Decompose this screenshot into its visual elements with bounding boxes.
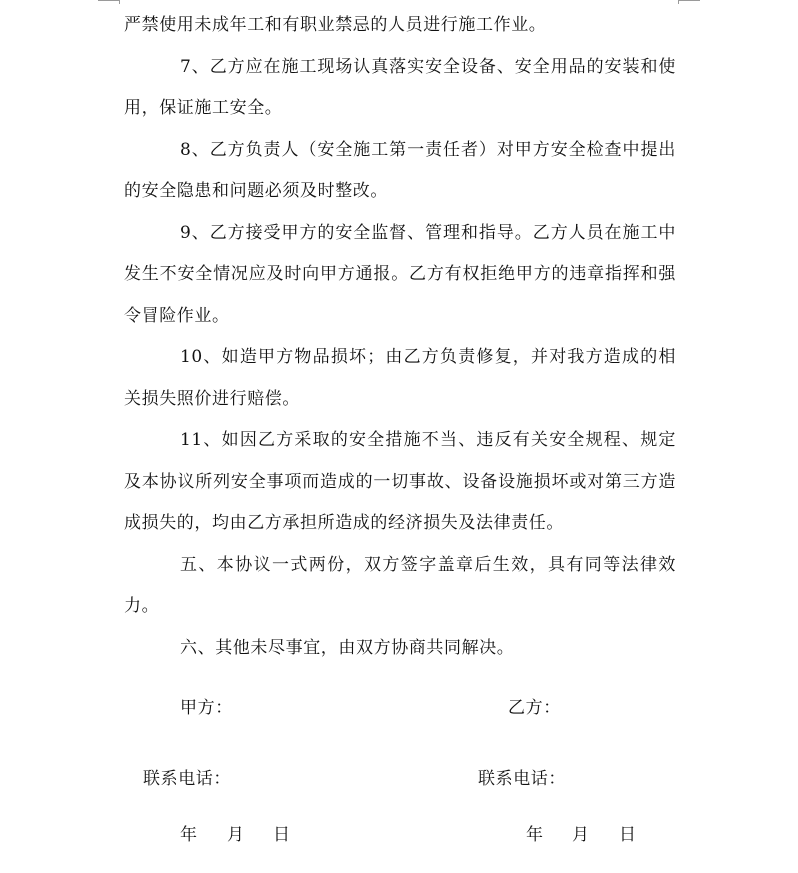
date-a-month: 月 [227, 825, 244, 845]
clause-8: 8、乙方负责人（安全施工第一责任者）对甲方安全检查中提出的安全隐患和问题必须及时整改。 [124, 139, 676, 201]
crop-mark-right [678, 0, 700, 1]
date-b-month: 月 [572, 825, 589, 845]
phone-label-b: 联系电话： [478, 769, 566, 789]
date-b-day: 日 [619, 825, 636, 845]
phone-label-a: 联系电话： [143, 769, 231, 789]
clause-11: 11、如因乙方采取的安全措施不当、违反有关安全规程、规定及本协议所列安全事项而造成的一切事故、设备设施损坏或对第三方造成损失的，均由乙方承担所造成的经济损失及法律责任。 [124, 430, 676, 533]
document-body [124, 5, 676, 669]
crop-mark-left [98, 0, 120, 1]
party-a-label: 甲方： [180, 698, 233, 718]
crop-mark-left-vertical [119, 0, 120, 4]
paragraph-continuation: 严禁使用未成年工和有职业禁忌的人员进行施工作业。 [124, 15, 547, 35]
date-b-year: 年 [526, 825, 543, 845]
date-a-year: 年 [180, 825, 197, 845]
crop-mark-right-vertical [678, 0, 679, 4]
clause-10: 10、如造甲方物品损坏；由乙方负责修复，并对我方造成的相关损失照价进行赔偿。 [124, 347, 676, 409]
clause-7: 7、乙方应在施工现场认真落实安全设备、安全用品的安装和使用，保证施工安全。 [124, 56, 676, 118]
date-a-day: 日 [273, 825, 290, 845]
article-five: 五、本协议一式两份，双方签字盖章后生效，具有同等法律效力。 [124, 554, 676, 616]
article-six: 六、其他未尽事宜，由双方协商共同解决。 [180, 637, 515, 658]
party-b-label: 乙方： [508, 698, 561, 718]
clause-9: 9、乙方接受甲方的安全监督、管理和指导。乙方人员在施工中发生不安全情况应及时向甲方通报。乙方有权拒绝甲方的违章指挥和强令冒险作业。 [124, 222, 676, 326]
